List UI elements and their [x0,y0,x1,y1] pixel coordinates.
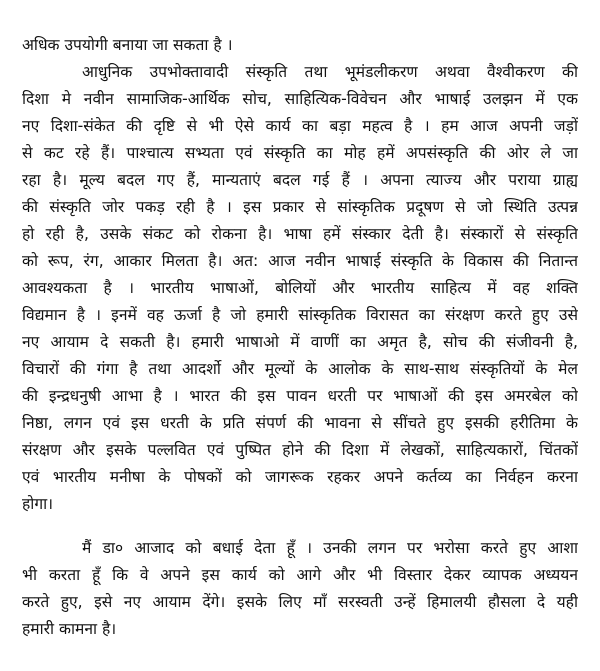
text-line: से कट रहे हैं। पाश्चात्य सभ्यता एवं संस्कृति का मोह हमें अपसंस्कृति की ओर ले जा [22,144,578,162]
text-line: भी करता हूँ कि वे अपने इस कार्य को आगे और भी विस्तार देकर व्यापक अध्ययन [22,566,578,584]
text-line: हो रही है, उसके संकट को रोकना है। भाषा हमें संस्कार देती है। संस्कारों से संस्कृति [22,225,578,243]
text-line: नए दिशा-संकेत की दृष्टि से भी ऐसे कार्य का बड़ा महत्व है । हम आज अपनी जड़ों [22,117,578,135]
text-line: रहा है। मूल्य बदल गए हैं, मान्यताएं बदल गई हैं । अपना त्याज्य और पराया ग्राह्य [22,171,578,189]
text-line: की इन्द्रधनुषी आभा है । भारत की इस पावन धरती पर भाषाओं की इस अमरबेल को [22,387,578,405]
text-line: निष्ठा, लगन एवं इस धरती के प्रति संपर्ण की भावना से सींचते हुए इसकी हरीतिमा के [22,414,578,432]
text-line: नए आयाम दे सकती है। हमारी भाषाओ में वाणीं का अमृत है, सोच की संजीवनी है, [22,333,578,351]
text-line: करते हुए, इसे नए आयाम देंगे। इसके लिए माँ सरस्वती उन्हें हिमालयी हौसला दे यही [22,593,578,611]
text-line: आधुनिक उपभोक्तावादी संस्कृति तथा भूमंडलीकरण अथवा वैश्वीकरण की [82,63,578,81]
text-line: एवं भारतीय मनीषा के पोषकों को जागरूक रहकर अपने कर्तव्य का निर्वहन करना [22,468,578,486]
text-line: होगा। [22,495,54,513]
text-line: की संस्कृति जोर पकड़ रही है । इस प्रकार से सांस्कृतिक प्रदूषण से जो स्थिति उत्पन्न [22,198,578,216]
text-line: विद्यमान है । इनमें वह ऊर्जा है जो हमारी सांस्कृतिक विरासत का संरक्षण करते हुए उसे [22,306,578,324]
text-line: संरक्षण और इसके पल्लवित एवं पुष्पित होने की दिशा में लेखकों, साहित्यकारों, चिंतकों [22,441,578,459]
text-line: अधिक उपयोगी बनाया जा सकता है । [22,36,233,54]
text-line: मैं डा० आजाद को बधाई देता हूँ । उनकी लगन पर भरोसा करते हुए आशा [82,539,578,557]
text-line: को रूप, रंग, आकार मिलता है। अत: आज नवीन भाषाई संस्कृति के विकास की नितान्त [22,252,578,270]
text-line: विचारों की गंगा है तथा आदर्शो और मूल्यों के आलोक के साथ-साथ संस्कृतियों के मेल [22,360,578,378]
text-line: दिशा मे नवीन सामाजिक-आर्थिक सोच, साहित्यिक-विवेचन और भाषाई उलझन में एक [22,90,578,108]
text-line: हमारी कामना है। [22,620,117,638]
text-line: आवश्यकता है । भारतीय भाषाओं, बोलियों और भारतीय साहित्य में वह शक्ति [22,279,578,297]
